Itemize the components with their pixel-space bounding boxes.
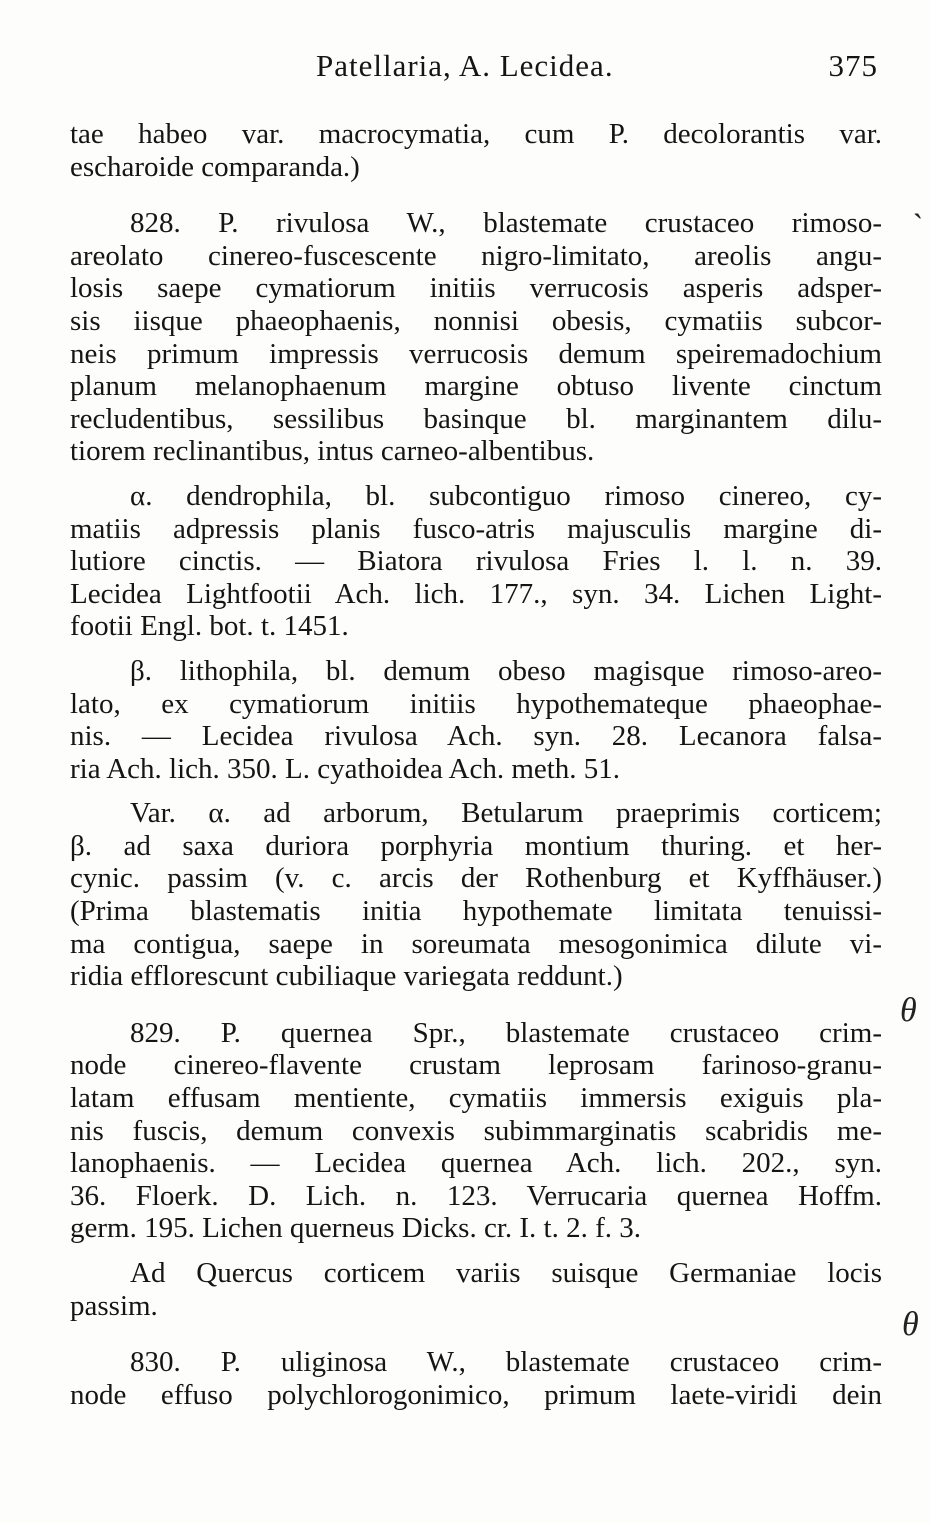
margin-mark: θ [900, 992, 917, 1029]
running-title: Patellaria, A. Lecidea. [316, 48, 614, 83]
paragraph-gap [70, 993, 882, 1017]
page-number: 375 [828, 48, 878, 83]
text-line: losis saepe cymatiorum initiis verrucosis asperis adsper- [70, 272, 882, 305]
text-line: areolato cinereo-fuscescente nigro-limitato, areolis angu- [70, 239, 882, 272]
text-line: 829. P. quernea Spr., blastemate crustaceo crim- [130, 1016, 882, 1049]
paragraph-gap [70, 785, 882, 797]
text-line: lutiore cinctis. — Biatora rivulosa Fries l. l. n. 39. [70, 545, 882, 578]
text-line: Ad Quercus corticem variis suisque Germaniae locis [130, 1257, 882, 1289]
text-line: recludentibus, sessilibus basinque bl. marginantem dilu- [70, 402, 882, 435]
text-line: sis iisque phaeophaenis, nonnisi obesis, cymatiis subcor- [70, 304, 882, 337]
paragraph-gap [70, 1322, 882, 1346]
text-line: Lecidea Lightfootii Ach. lich. 177., syn. 34. Lichen Light- [70, 577, 882, 610]
paragraph-gap [70, 468, 882, 480]
paragraph-gap [70, 643, 882, 655]
text-line: germ. 195. Lichen querneus Dicks. cr. I. t. 2. f. 3. [70, 1212, 641, 1245]
text-line: passim. [70, 1289, 158, 1322]
page-header [0, 48, 930, 88]
text-line: α. dendrophila, bl. subcontiguo rimoso cinereo, cy- [130, 479, 882, 512]
text-line: lato, ex cymatiorum initiis hypothemateque phaeophae- [70, 687, 882, 720]
paragraph-gap [70, 1245, 882, 1257]
text-line: 830. P. uliginosa W., blastemate crustaceo crim- [130, 1346, 882, 1379]
text-line: tiorem reclinantibus, intus carneo-albentibus. [70, 435, 595, 468]
text-line: β. lithophila, bl. demum obeso magisque rimoso-areo- [130, 654, 882, 687]
text-line: nis fuscis, demum convexis subimmarginatis scabridis me- [70, 1114, 882, 1147]
text-line: Var. α. ad arborum, Betularum praeprimis corticem; [130, 797, 882, 830]
text-line: 828. P. rivulosa W., blastemate crustaceo rimoso- [130, 207, 882, 240]
text-line: ma contigua, saepe in soreumata mesogonimica dilute vi- [70, 927, 882, 960]
margin-mark: ˋ [912, 208, 924, 245]
text-body [70, 118, 882, 1411]
text-line: node effuso polychlorogonimico, primum laete-viridi dein [70, 1378, 882, 1411]
margin-mark: θ [902, 1306, 919, 1343]
text-line: tae habeo var. macrocymatia, cum P. decolorantis var. [70, 118, 882, 150]
text-line: latam effusam mentiente, cymatiis immersis exiguis pla- [70, 1082, 882, 1115]
text-line: β. ad saxa duriora porphyria montium thuring. et her- [70, 829, 882, 862]
text-line: cynic. passim (v. c. arcis der Rothenburg et Kyffhäuser.) [70, 862, 882, 895]
text-line: (Prima blastematis initia hypothemate limitata tenuissi- [70, 895, 882, 928]
text-line: ridia efflorescunt cubiliaque variegata reddunt.) [70, 960, 623, 993]
text-line: 36. Floerk. D. Lich. n. 123. Verrucaria quernea Hoffm. [70, 1179, 882, 1212]
paragraph-gap [70, 183, 882, 207]
text-line: escharoide comparanda.) [70, 150, 360, 183]
text-line: nis. — Lecidea rivulosa Ach. syn. 28. Lecanora falsa- [70, 720, 882, 753]
text-line: lanophaenis. — Lecidea quernea Ach. lich. 202., syn. [70, 1147, 882, 1180]
text-line: planum melanophaenum margine obtuso livente cinctum [70, 370, 882, 403]
text-line: footii Engl. bot. t. 1451. [70, 610, 349, 643]
text-line: matiis adpressis planis fusco-atris majusculis margine di- [70, 512, 882, 545]
text-line: ria Ach. lich. 350. L. cyathoidea Ach. meth. 51. [70, 752, 621, 785]
text-line: neis primum impressis verrucosis demum speiremadochium [70, 337, 882, 370]
text-line: node cinereo-flavente crustam leprosam farinoso-granu- [70, 1049, 882, 1082]
